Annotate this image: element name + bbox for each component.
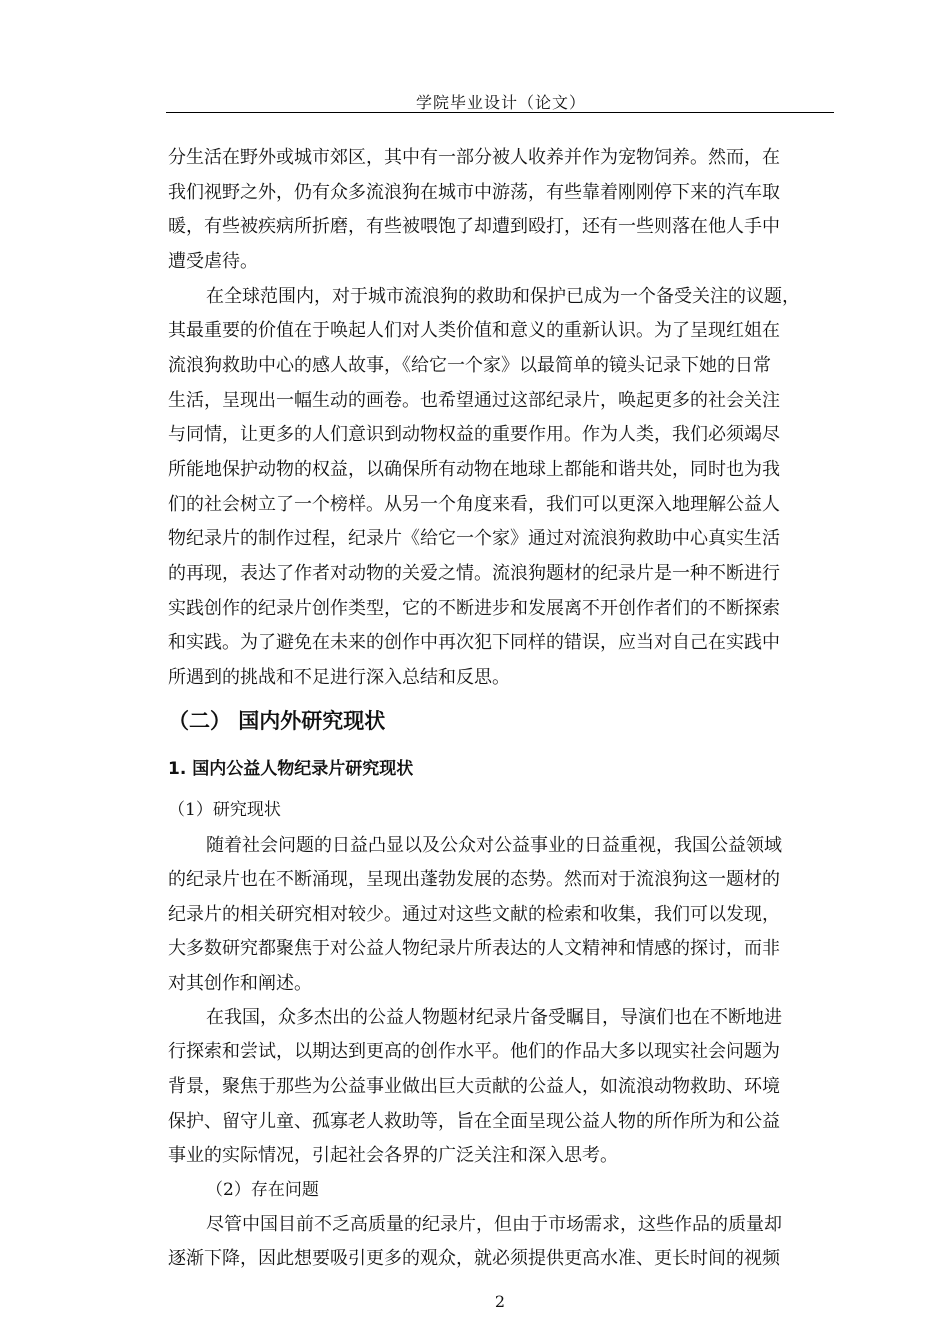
text-line: 流浪狗救助中心的感人故事，《给它一个家》以最简单的镜头记录下她的日常 (168, 355, 771, 376)
text-line: 在我国，众多杰出的公益人物题材纪录片备受瞩目，导演们也在不断地进 (206, 1007, 782, 1028)
text-line: 对其创作和阐述。 (168, 973, 312, 994)
text-line: 实践创作的纪录片创作类型，它的不断进步和发展离不开创作者们的不断探索 (168, 598, 780, 619)
text-line: 纪录片的相关研究相对较少。通过对这些文献的检索和收集，我们可以发现， (168, 904, 780, 925)
text-line: 背景，聚焦于那些为公益事业做出巨大贡献的公益人，如流浪动物救助、环境 (168, 1076, 780, 1097)
section-heading: （二） 国内外研究现状 (168, 709, 386, 733)
text-line: 事业的实际情况，引起社会各界的广泛关注和深入思考。 (168, 1145, 618, 1166)
item-heading: （1）研究现状 (168, 800, 281, 820)
text-line: 保护、留守儿童、孤寡老人救助等，旨在全面呈现公益人物的所作所为和公益 (168, 1111, 780, 1132)
text-line: 和实践。为了避免在未来的创作中再次犯下同样的错误，应当对自己在实践中 (168, 632, 780, 653)
item-heading: （2）存在问题 (206, 1180, 319, 1200)
text-line: 尽管中国目前不乏高质量的纪录片，但由于市场需求，这些作品的质量却 (206, 1214, 782, 1235)
text-line: 所能地保护动物的权益，以确保所有动物在地球上都能和谐共处，同时也为我 (168, 459, 780, 480)
text-line: 我们视野之外，仍有众多流浪狗在城市中游荡，有些靠着刚刚停下来的汽车取 (168, 182, 780, 203)
text-line: 物纪录片的制作过程，纪录片《给它一个家》通过对流浪狗救助中心真实生活 (168, 528, 780, 549)
running-header: 学院毕业设计（论文） (415, 93, 586, 112)
text-line: 与同情，让更多的人们意识到动物权益的重要作用。作为人类，我们必须竭尽 (168, 424, 780, 445)
header-rule (166, 112, 834, 113)
text-line: 暖，有些被疾病所折磨，有些被喂饱了却遭到殴打，还有一些则落在他人手中 (168, 216, 780, 237)
text-line: 随着社会问题的日益凸显以及公众对公益事业的日益重视，我国公益领域 (206, 835, 782, 856)
page-number: 2 (494, 1292, 506, 1311)
text-line: 生活，呈现出一幅生动的画卷。也希望通过这部纪录片，唤起更多的社会关注 (168, 390, 780, 411)
text-line: 的纪录片也在不断涌现，呈现出蓬勃发展的态势。然而对于流浪狗这一题材的 (168, 869, 780, 890)
text-line: 的再现，表达了作者对动物的关爱之情。流浪狗题材的纪录片是一种不断进行 (168, 563, 780, 584)
text-line: 们的社会树立了一个榜样。从另一个角度来看，我们可以更深入地理解公益人 (168, 494, 780, 515)
text-line: 遭受虐待。 (168, 251, 258, 272)
text-line: 分生活在野外或城市郊区，其中有一部分被人收养并作为宠物饲养。然而，在 (168, 147, 780, 168)
text-line: 大多数研究都聚焦于对公益人物纪录片所表达的人文精神和情感的探讨，而非 (168, 938, 780, 959)
text-line: 在全球范围内，对于城市流浪狗的救助和保护已成为一个备受关注的议题， (206, 286, 800, 307)
subsection-heading: 1. 国内公益人物纪录片研究现状 (168, 759, 414, 779)
text-line: 其最重要的价值在于唤起人们对人类价值和意义的重新认识。为了呈现红姐在 (168, 320, 780, 341)
text-line: 行探索和尝试，以期达到更高的创作水平。他们的作品大多以现实社会问题为 (168, 1041, 780, 1062)
text-line: 逐渐下降，因此想要吸引更多的观众，就必须提供更高水准、更长时间的视频 (168, 1248, 780, 1269)
text-line: 所遇到的挑战和不足进行深入总结和反思。 (168, 667, 510, 688)
